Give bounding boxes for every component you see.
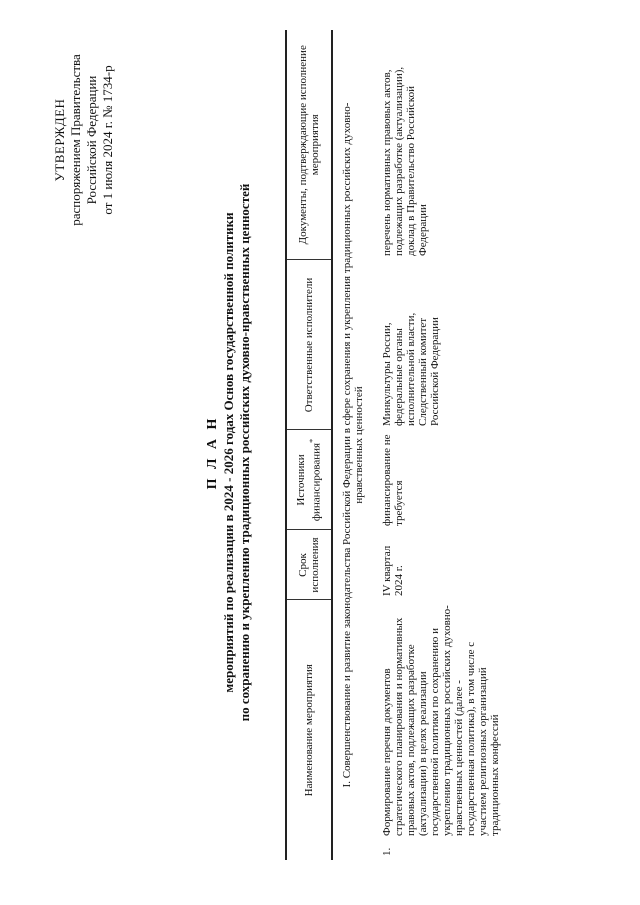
funding-footnote-mark: * [308,438,318,443]
plan-heading: П Л А Н [205,415,220,490]
table-row [375,30,507,860]
header-funding: Источники финансирования* [286,430,332,530]
row-number: 1. [381,847,393,856]
cell-documents: перечень нормативных правовых актов, подлежащих разработке (актуализации), доклад в Правительство Российской Федерации [381,66,429,256]
approval-line-2: Российской Федерации [84,75,99,205]
approval-line-3: от 1 июля 2024 г. № 1734-р [100,65,115,215]
header-name: Наименование мероприятия [286,600,332,860]
section-title: I. Совершенствование и развитие законодательства Российской Федерации в сфере сохранения и укрепления традиционных российских духовно-нравственных ценностей [341,102,365,788]
section-row [332,30,375,860]
plan-subtitle-2: по сохранению и укреплению традиционных российских духовно-нравственных ценностей [237,183,252,722]
header-documents: Документы, подтверждающие исполнение мероприятия [286,30,332,260]
approval-title: УТВЕРЖДЕН [52,98,67,182]
plan-title [205,0,253,905]
approval-stamp [52,10,116,270]
approval-line-1: распоряжением Правительства [68,54,83,226]
header-deadline: Срок исполнения [286,530,332,600]
cell-executors: Минкультуры России, федеральные органы исполнительной власти, Следственный комитет Российской Федерации [381,312,441,426]
cell-funding: финансирование не требуется [381,434,405,526]
cell-deadline: IV квартал 2024 г. [381,545,405,596]
header-executors: Ответственные исполнители [286,260,332,430]
plan-subtitle-1: мероприятий по реализации в 2024 - 2026 годах Основ государственной политики [221,212,236,693]
cell-name [375,600,507,860]
table-header-row [286,30,332,860]
row-name: Формирование перечня документов стратегического планирования и нормативных правовых актов, подлежащих разработке (актуализации) в целях реализации государственной политики по сохранению и укреплению традиционных российских духовно-нравственных ценностей (далее - государственная политика), в том числе с участием религиозных организаций традиционных конфессий [381,605,501,836]
plan-table [285,30,507,860]
